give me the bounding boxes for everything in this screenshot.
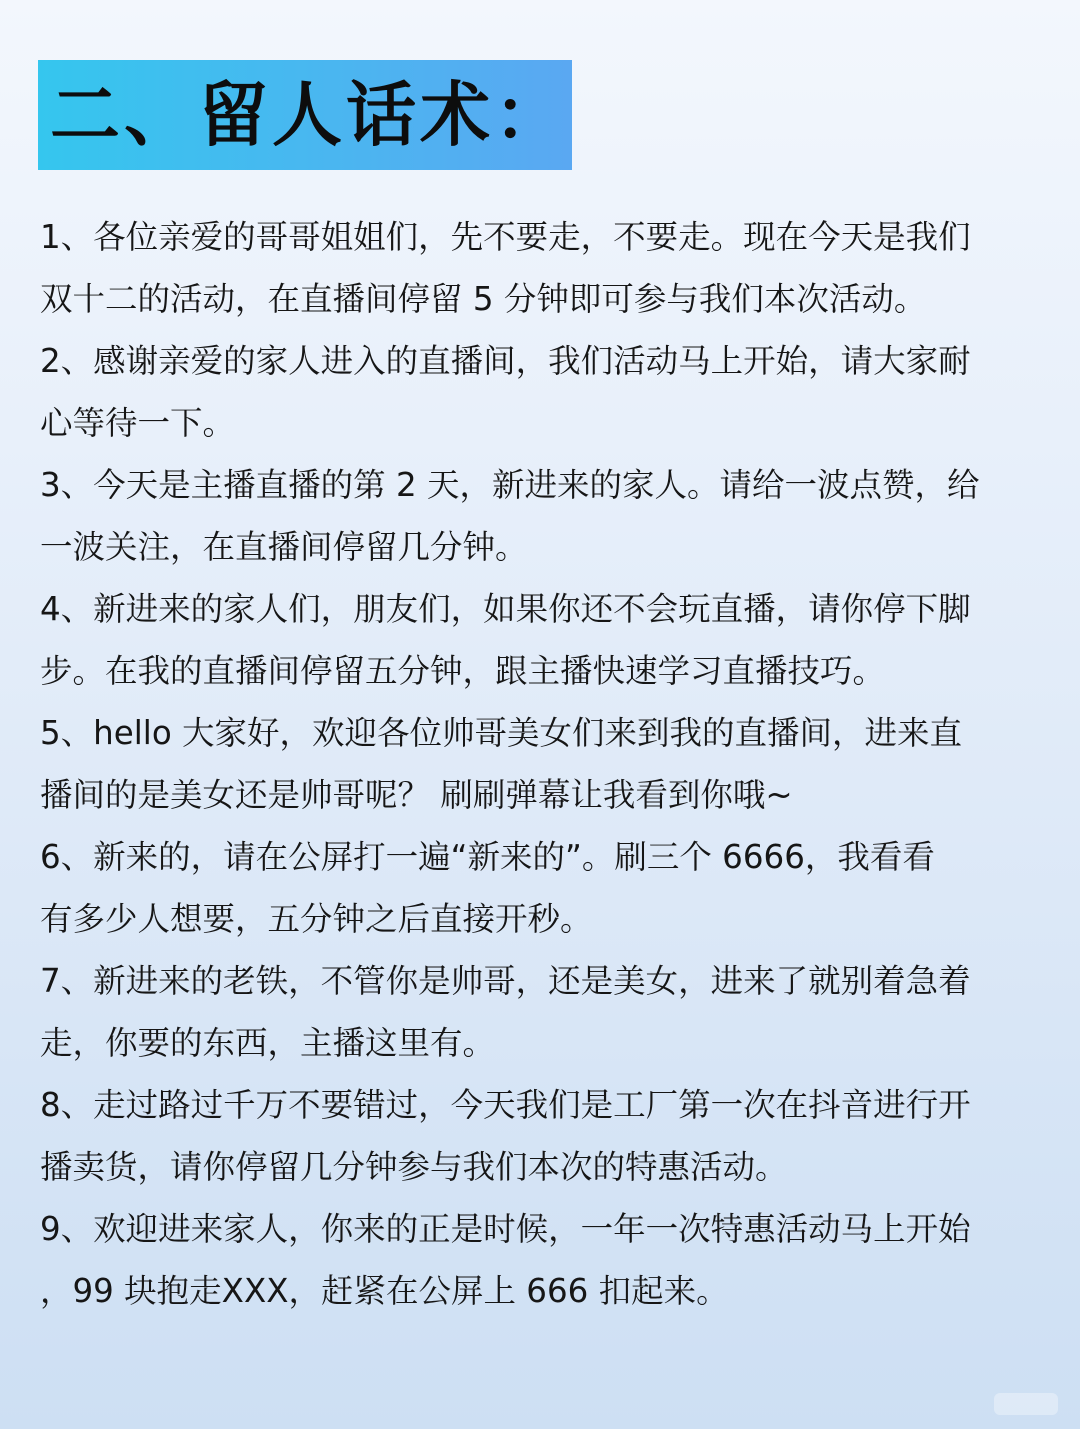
page-title: 二、留人话术： [50, 74, 568, 156]
list-item-line: 1、各位亲爱的哥哥姐姐们，先不要走，不要走。现在今天是我们 [40, 218, 971, 256]
list-item-line: 播卖货，请你停留几分钟参与我们本次的特惠活动。 [40, 1148, 788, 1186]
list-item-line: 7、新进来的老铁，不管你是帅哥，还是美女，进来了就别着急着 [40, 962, 971, 1000]
list-item-line: 4、新进来的家人们，朋友们，如果你还不会玩直播，请你停下脚 [40, 590, 971, 628]
list-item-line: ，99 块抱走XXX，赶紧在公屏上 666 扣起来。 [40, 1272, 729, 1310]
list-item-line: 播间的是美女还是帅哥呢？ 刷刷弹幕让我看到你哦~ [40, 776, 793, 814]
title-banner [38, 60, 572, 170]
watermark [994, 1393, 1058, 1415]
list-item [40, 1198, 1040, 1322]
list-item-line: 有多少人想要，五分钟之后直接开秒。 [40, 900, 593, 938]
list-item [40, 206, 1040, 330]
list-item-line: 一波关注，在直播间停留几分钟。 [40, 528, 528, 566]
list-item [40, 826, 1040, 950]
list-item [40, 330, 1040, 454]
script-list [40, 206, 1040, 1322]
list-item-line: 8、走过路过千万不要错过，今天我们是工厂第一次在抖音进行开 [40, 1086, 971, 1124]
list-item [40, 454, 1040, 578]
list-item-line: 走，你要的东西，主播这里有。 [40, 1024, 496, 1062]
list-item-line: 6、新来的，请在公屏打一遍“新来的”。刷三个 6666，我看看 [40, 838, 935, 876]
list-item [40, 950, 1040, 1074]
list-item [40, 1074, 1040, 1198]
list-item-line: 双十二的活动，在直播间停留 5 分钟即可参与我们本次活动。 [40, 280, 927, 318]
list-item [40, 578, 1040, 702]
list-item-line: 9、欢迎进来家人，你来的正是时候，一年一次特惠活动马上开始 [40, 1210, 971, 1248]
list-item [40, 702, 1040, 826]
list-item-line: 2、感谢亲爱的家人进入的直播间，我们活动马上开始，请大家耐 [40, 342, 971, 380]
list-item-line: 心等待一下。 [40, 404, 236, 442]
list-item-line: 3、今天是主播直播的第 2 天，新进来的家人。请给一波点赞，给 [40, 466, 980, 504]
list-item-line: 步。在我的直播间停留五分钟，跟主播快速学习直播技巧。 [40, 652, 886, 690]
list-item-line: 5、hello 大家好，欢迎各位帅哥美女们来到我的直播间，进来直 [40, 714, 963, 752]
